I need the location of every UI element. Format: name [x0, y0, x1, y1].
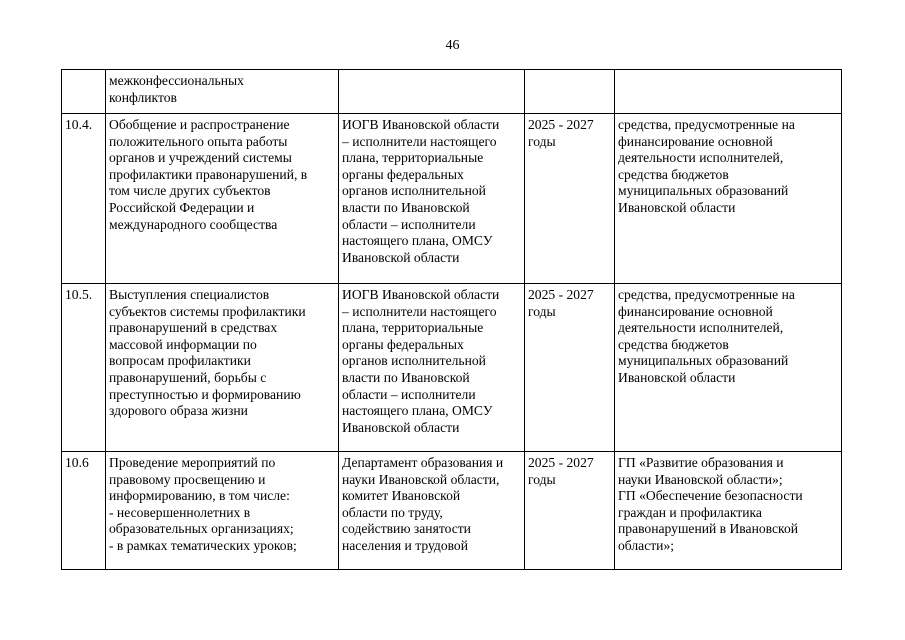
cell-period — [525, 284, 615, 452]
cell-activity — [106, 70, 339, 114]
cell-activity-line: межконфессиональных — [109, 73, 244, 88]
cell-activity-line: Обобщение и распространение — [109, 117, 290, 132]
table-body — [62, 70, 842, 570]
cell-financing — [615, 114, 842, 284]
cell-executors-line: комитет Ивановской — [342, 488, 461, 504]
cell-executors-line: настоящего плана, ОМСУ — [342, 403, 493, 419]
table-row — [62, 70, 842, 114]
cell-executors-line: ИОГВ Ивановской области — [342, 117, 500, 132]
cell-executors-line: науки Ивановской области, — [342, 471, 500, 487]
cell-executors-line: ИОГВ Ивановской области — [342, 287, 500, 302]
cell-financing-line: финансирование основной — [618, 303, 773, 319]
cell-financing-line: муниципальных образований — [618, 183, 789, 199]
cell-financing-line: Ивановской области — [618, 199, 736, 215]
table-row — [62, 114, 842, 284]
cell-financing-line: ГП «Обеспечение безопасности — [618, 488, 803, 504]
cell-period — [525, 452, 615, 570]
cell-period-line: годы — [528, 133, 556, 149]
cell-financing-line: области»; — [618, 537, 675, 553]
cell-executors-line: – исполнители настоящего — [342, 303, 497, 319]
cell-activity-line: международного сообщества — [109, 216, 278, 232]
cell-executors — [339, 114, 525, 284]
cell-activity-line: Проведение мероприятий по — [109, 455, 276, 470]
cell-financing-line: финансирование основной — [618, 133, 773, 149]
cell-period — [525, 114, 615, 284]
cell-executors-line: области – исполнители — [342, 386, 476, 402]
cell-item-number: 10.6 — [62, 452, 106, 570]
cell-financing — [615, 452, 842, 570]
cell-activity-line: здорового образа жизни — [109, 403, 248, 419]
cell-executors-line: содействию занятости — [342, 521, 471, 537]
table-row — [62, 452, 842, 570]
cell-activity-line: правонарушений в средствах — [109, 320, 278, 336]
cell-executors-line: области по труду, — [342, 504, 443, 520]
cell-activity-line: органов и учреждений системы — [109, 150, 292, 166]
cell-executors-line: органов исполнительной — [342, 353, 486, 369]
cell-item-number: 10.5. — [62, 284, 106, 452]
cell-period-line: 2025 - 2027 — [528, 117, 594, 132]
cell-executors-line: области – исполнители — [342, 216, 476, 232]
cell-financing-line: средства бюджетов — [618, 166, 729, 182]
cell-financing-line: ГП «Развитие образования и — [618, 455, 784, 470]
cell-executors-line: власти по Ивановской — [342, 369, 470, 385]
cell-activity-line: правовому просвещению и — [109, 471, 266, 487]
cell-financing-line: Ивановской области — [618, 369, 736, 385]
cell-period-line: 2025 - 2027 — [528, 455, 594, 470]
cell-activity — [106, 114, 339, 284]
cell-executors-line: Ивановской области — [342, 249, 460, 265]
cell-executors-line: власти по Ивановской — [342, 199, 470, 215]
cell-executors-line: – исполнители настоящего — [342, 133, 497, 149]
cell-activity-line: информированию, в том числе: — [109, 488, 290, 504]
cell-activity-line: субъектов системы профилактики — [109, 303, 306, 319]
cell-financing-line: граждан и профилактика — [618, 504, 762, 520]
cell-period-line: 2025 - 2027 — [528, 287, 594, 302]
cell-financing-line: правонарушений в Ивановской — [618, 521, 799, 537]
cell-financing-line: средства, предусмотренные на — [618, 117, 795, 132]
cell-executors-line: органы федеральных — [342, 336, 464, 352]
cell-activity-line: Российской Федерации и — [109, 199, 255, 215]
cell-executors-line: Ивановской области — [342, 419, 460, 435]
cell-executors-line: настоящего плана, ОМСУ — [342, 233, 493, 249]
cell-financing-line: средства, предусмотренные на — [618, 287, 795, 302]
cell-executors-line: Департамент образования и — [342, 455, 504, 470]
cell-activity-line: - в рамках тематических уроков; — [109, 537, 297, 553]
cell-activity-line: положительного опыта работы — [109, 133, 288, 149]
cell-executors-line: населения и трудовой — [342, 537, 469, 553]
page-number: 46 — [445, 38, 460, 53]
cell-activity-line: Выступления специалистов — [109, 287, 270, 302]
cell-financing-line: науки Ивановской области»; — [618, 471, 783, 487]
cell-activity-line: профилактики правонарушений, в — [109, 166, 308, 182]
cell-executors-line: органы федеральных — [342, 166, 464, 182]
cell-activity — [106, 452, 339, 570]
table-row — [62, 284, 842, 452]
cell-item-number: 10.4. — [62, 114, 106, 284]
cell-period — [525, 70, 615, 114]
cell-period-line: годы — [528, 471, 556, 487]
cell-period-line: годы — [528, 303, 556, 319]
cell-financing — [615, 284, 842, 452]
action-plan-table — [61, 69, 842, 570]
cell-executors-line: органов исполнительной — [342, 183, 486, 199]
cell-executors-line: плана, территориальные — [342, 150, 484, 166]
cell-executors — [339, 284, 525, 452]
cell-activity-line: образовательных организациях; — [109, 521, 294, 537]
cell-activity-line: массовой информации по — [109, 336, 257, 352]
cell-activity-line: конфликтов — [109, 89, 177, 105]
cell-executors — [339, 70, 525, 114]
cell-financing-line: средства бюджетов — [618, 336, 729, 352]
cell-activity-line: вопросам профилактики — [109, 353, 251, 369]
cell-financing-line: деятельности исполнителей, — [618, 320, 784, 336]
cell-financing-line: деятельности исполнителей, — [618, 150, 784, 166]
cell-financing — [615, 70, 842, 114]
cell-activity-line: - несовершеннолетних в — [109, 504, 251, 520]
cell-financing-line: муниципальных образований — [618, 353, 789, 369]
cell-activity-line: правонарушений, борьбы с — [109, 369, 267, 385]
cell-executors — [339, 452, 525, 570]
cell-item-number — [62, 70, 106, 114]
cell-activity-line: том числе других субъектов — [109, 183, 271, 199]
cell-executors-line: плана, территориальные — [342, 320, 484, 336]
cell-activity-line: преступностью и формированию — [109, 386, 301, 402]
cell-activity — [106, 284, 339, 452]
